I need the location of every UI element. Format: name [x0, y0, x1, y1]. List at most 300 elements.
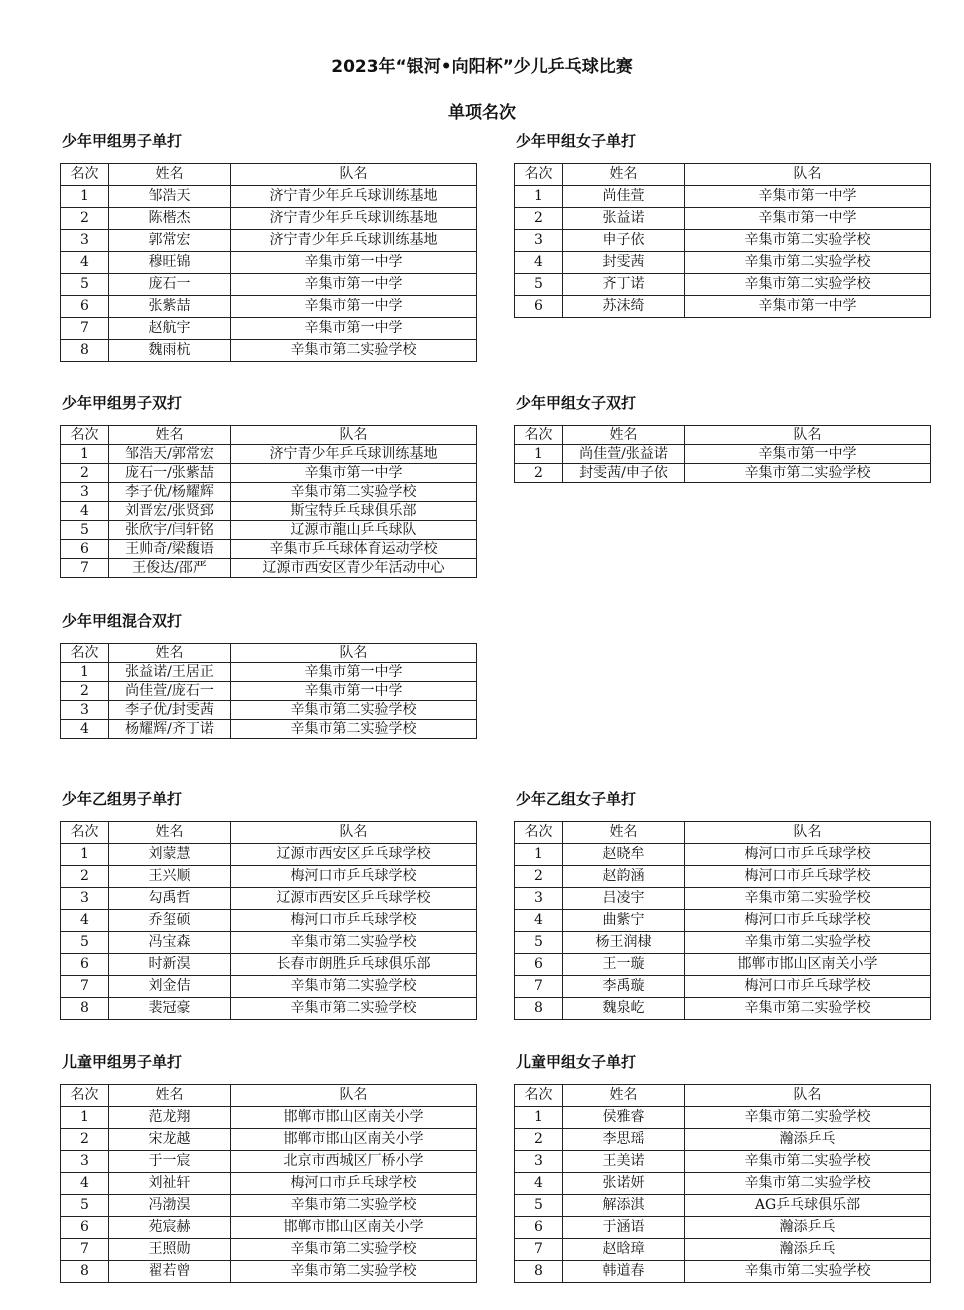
rank-cell: 6 — [61, 1217, 109, 1239]
name-cell: 刘金佶 — [109, 976, 231, 998]
team-cell: 辛集市第一中学 — [231, 252, 477, 274]
table-header-row — [61, 822, 477, 844]
table-row — [515, 208, 931, 230]
header-rank: 名次 — [61, 822, 109, 844]
header-team: 队名 — [231, 822, 477, 844]
team-cell: 辛集市第一中学 — [231, 464, 477, 483]
rank-cell: 2 — [515, 1129, 563, 1151]
results-table — [60, 163, 477, 362]
team-cell: 辛集市第二实验学校 — [685, 274, 931, 296]
team-cell: 辛集市第一中学 — [231, 296, 477, 318]
section-a-girls-doubles — [514, 393, 931, 483]
rank-cell: 5 — [61, 274, 109, 296]
name-cell: 邹浩天/郭常宏 — [109, 445, 231, 464]
team-cell: 辛集市第二实验学校 — [231, 932, 477, 954]
rank-cell: 1 — [61, 844, 109, 866]
table-header-row — [515, 164, 931, 186]
name-cell: 宋龙越 — [109, 1129, 231, 1151]
name-cell: 侯雅睿 — [563, 1107, 685, 1129]
table-row — [515, 1217, 931, 1239]
rank-cell: 4 — [61, 720, 109, 739]
header-name: 姓名 — [563, 164, 685, 186]
name-cell: 吕凌宇 — [563, 888, 685, 910]
table-row — [61, 1107, 477, 1129]
team-cell: 梅河口市乒乓球学校 — [685, 976, 931, 998]
table-row — [61, 445, 477, 464]
rank-cell: 2 — [515, 208, 563, 230]
table-row — [61, 1129, 477, 1151]
table-row — [515, 844, 931, 866]
rank-cell: 6 — [515, 954, 563, 976]
team-cell: 辛集市第二实验学校 — [685, 888, 931, 910]
rank-cell: 5 — [515, 274, 563, 296]
team-cell: 辽源市西安区青少年活动中心 — [231, 559, 477, 578]
team-cell: 辽源市西安区乒乓球学校 — [231, 888, 477, 910]
team-cell: 邯郸市邯山区南关小学 — [231, 1107, 477, 1129]
table-row — [61, 663, 477, 682]
header-rank: 名次 — [61, 426, 109, 445]
name-cell: 乔玺硕 — [109, 910, 231, 932]
table-row — [61, 559, 477, 578]
rank-cell: 6 — [515, 296, 563, 318]
team-cell: 辛集市第二实验学校 — [685, 1261, 931, 1283]
table-row — [61, 844, 477, 866]
table-row — [515, 932, 931, 954]
header-rank: 名次 — [61, 164, 109, 186]
team-cell: 辽源市龍山乒乓球队 — [231, 521, 477, 540]
name-cell: 勾禹哲 — [109, 888, 231, 910]
table-row — [61, 954, 477, 976]
table-row — [61, 1173, 477, 1195]
header-team: 队名 — [231, 644, 477, 663]
rank-cell: 2 — [61, 682, 109, 701]
name-cell: 杨王润棣 — [563, 932, 685, 954]
table-row — [61, 998, 477, 1020]
rank-cell: 1 — [515, 186, 563, 208]
name-cell: 赵晓牟 — [563, 844, 685, 866]
section-c-boys-singles — [60, 1052, 477, 1283]
table-row — [515, 230, 931, 252]
team-cell: 瀚添乒乓 — [685, 1217, 931, 1239]
name-cell: 魏泉屹 — [563, 998, 685, 1020]
name-cell: 魏雨杭 — [109, 340, 231, 362]
results-table — [514, 1084, 931, 1283]
name-cell: 张紫喆 — [109, 296, 231, 318]
name-cell: 尚佳萱/庞石一 — [109, 682, 231, 701]
name-cell: 王一璇 — [563, 954, 685, 976]
table-header-row — [515, 822, 931, 844]
team-cell: 辛集市第二实验学校 — [231, 998, 477, 1020]
name-cell: 郭常宏 — [109, 230, 231, 252]
name-cell: 王俊达/邵严 — [109, 559, 231, 578]
section-a-mixed-doubles — [60, 611, 477, 739]
header-team: 队名 — [231, 164, 477, 186]
team-cell: 辛集市第一中学 — [685, 186, 931, 208]
section-title: 少年甲组女子双打 — [516, 394, 637, 412]
rank-cell: 8 — [515, 1261, 563, 1283]
team-cell: 济宁青少年乒乓球训练基地 — [231, 445, 477, 464]
rank-cell: 2 — [515, 464, 563, 483]
team-cell: 梅河口市乒乓球学校 — [231, 866, 477, 888]
header-team: 队名 — [685, 426, 931, 445]
rank-cell: 4 — [61, 1173, 109, 1195]
section-title: 儿童甲组男子单打 — [62, 1053, 183, 1071]
name-cell: 于一宸 — [109, 1151, 231, 1173]
section-title: 少年乙组男子单打 — [62, 790, 183, 808]
results-table — [60, 425, 477, 578]
rank-cell: 7 — [61, 1239, 109, 1261]
table-row — [515, 252, 931, 274]
table-row — [61, 252, 477, 274]
team-cell: 济宁青少年乒乓球训练基地 — [231, 186, 477, 208]
header-name: 姓名 — [563, 426, 685, 445]
table-row — [61, 230, 477, 252]
table-row — [515, 1107, 931, 1129]
rank-cell: 3 — [61, 230, 109, 252]
table-row — [61, 1151, 477, 1173]
team-cell: 长春市朗胜乒乓球俱乐部 — [231, 954, 477, 976]
name-cell: 张诺妍 — [563, 1173, 685, 1195]
team-cell: 辛集市第二实验学校 — [685, 1173, 931, 1195]
rank-cell: 3 — [61, 888, 109, 910]
rank-cell: 6 — [515, 1217, 563, 1239]
section-title: 儿童甲组女子单打 — [516, 1053, 637, 1071]
rank-cell: 5 — [515, 1195, 563, 1217]
name-cell: 解添淇 — [563, 1195, 685, 1217]
section-a-boys-singles — [60, 131, 477, 362]
header-team: 队名 — [231, 1085, 477, 1107]
table-row — [515, 998, 931, 1020]
team-cell: 辛集市第二实验学校 — [685, 1107, 931, 1129]
section-b-boys-singles — [60, 789, 477, 1020]
rank-cell: 1 — [515, 844, 563, 866]
team-cell: 辛集市第二实验学校 — [231, 701, 477, 720]
rank-cell: 1 — [515, 445, 563, 464]
name-cell: 裴冠豪 — [109, 998, 231, 1020]
table-row — [515, 464, 931, 483]
section-title: 少年甲组混合双打 — [62, 612, 183, 630]
rank-cell: 2 — [61, 208, 109, 230]
section-title: 少年乙组女子单打 — [516, 790, 637, 808]
table-row — [61, 1239, 477, 1261]
results-table — [60, 643, 477, 739]
table-row — [61, 910, 477, 932]
section-title: 少年甲组男子单打 — [62, 132, 183, 150]
team-cell: 邯郸市邯山区南关小学 — [231, 1129, 477, 1151]
rank-cell: 5 — [515, 932, 563, 954]
rank-cell: 4 — [515, 1173, 563, 1195]
table-row — [515, 274, 931, 296]
table-row — [515, 186, 931, 208]
team-cell: 济宁青少年乒乓球训练基地 — [231, 208, 477, 230]
name-cell: 尚佳萱 — [563, 186, 685, 208]
name-cell: 冯渤淏 — [109, 1195, 231, 1217]
name-cell: 张欣宇/闫轩铭 — [109, 521, 231, 540]
team-cell: 辛集市第一中学 — [231, 682, 477, 701]
table-row — [61, 1217, 477, 1239]
rank-cell: 3 — [61, 483, 109, 502]
table-row — [61, 720, 477, 739]
results-table — [60, 821, 477, 1020]
name-cell: 尚佳萱/张益诺 — [563, 445, 685, 464]
table-header-row — [61, 426, 477, 445]
section-c-girls-singles — [514, 1052, 931, 1283]
table-row — [61, 340, 477, 362]
table-row — [515, 910, 931, 932]
rank-cell: 4 — [61, 502, 109, 521]
table-row — [61, 296, 477, 318]
team-cell: 梅河口市乒乓球学校 — [231, 910, 477, 932]
rank-cell: 7 — [61, 318, 109, 340]
table-row — [61, 521, 477, 540]
header-name: 姓名 — [563, 822, 685, 844]
name-cell: 杨耀辉/齐丁诺 — [109, 720, 231, 739]
rank-cell: 7 — [61, 559, 109, 578]
section-title: 少年甲组女子单打 — [516, 132, 637, 150]
team-cell: 邯郸市邯山区南关小学 — [231, 1217, 477, 1239]
table-row — [61, 186, 477, 208]
table-row — [61, 208, 477, 230]
table-row — [515, 445, 931, 464]
name-cell: 王美诺 — [563, 1151, 685, 1173]
rank-cell: 8 — [61, 340, 109, 362]
name-cell: 韩道春 — [563, 1261, 685, 1283]
name-cell: 申子依 — [563, 230, 685, 252]
rank-cell: 1 — [61, 445, 109, 464]
name-cell: 赵晗璋 — [563, 1239, 685, 1261]
rank-cell: 2 — [515, 866, 563, 888]
header-rank: 名次 — [515, 164, 563, 186]
table-row — [515, 976, 931, 998]
table-row — [61, 502, 477, 521]
team-cell: 辛集市第二实验学校 — [231, 720, 477, 739]
header-team: 队名 — [685, 1085, 931, 1107]
table-header-row — [61, 164, 477, 186]
name-cell: 王照勋 — [109, 1239, 231, 1261]
rank-cell: 3 — [515, 230, 563, 252]
header-name: 姓名 — [109, 822, 231, 844]
rank-cell: 2 — [61, 464, 109, 483]
table-row — [61, 464, 477, 483]
rank-cell: 4 — [61, 252, 109, 274]
rank-cell: 7 — [61, 976, 109, 998]
rank-cell: 3 — [61, 1151, 109, 1173]
table-row — [61, 540, 477, 559]
name-cell: 齐丁诺 — [563, 274, 685, 296]
name-cell: 李禹璇 — [563, 976, 685, 998]
team-cell: 辛集市第一中学 — [685, 296, 931, 318]
team-cell: 辛集市第一中学 — [231, 318, 477, 340]
table-row — [515, 1151, 931, 1173]
table-row — [61, 318, 477, 340]
header-rank: 名次 — [61, 644, 109, 663]
team-cell: 辛集市第二实验学校 — [231, 1261, 477, 1283]
results-table — [60, 1084, 477, 1283]
name-cell: 封雯茜 — [563, 252, 685, 274]
name-cell: 张益诺 — [563, 208, 685, 230]
header-name: 姓名 — [109, 426, 231, 445]
name-cell: 王帅奇/梁馥语 — [109, 540, 231, 559]
team-cell: 辛集市第二实验学校 — [231, 340, 477, 362]
rank-cell: 5 — [61, 521, 109, 540]
rank-cell: 1 — [61, 663, 109, 682]
section-a-boys-doubles — [60, 393, 477, 578]
table-row — [61, 888, 477, 910]
name-cell: 封雯茜/申子依 — [563, 464, 685, 483]
team-cell: 瀚添乒乓 — [685, 1239, 931, 1261]
document-title: 2023年“银河•向阳杯”少儿乒乓球比赛 — [331, 57, 633, 77]
team-cell: 瀚添乒乓 — [685, 1129, 931, 1151]
table-row — [61, 932, 477, 954]
results-table — [514, 425, 931, 483]
team-cell: AG乒乓球俱乐部 — [685, 1195, 931, 1217]
section-title: 少年甲组男子双打 — [62, 394, 183, 412]
name-cell: 于涵语 — [563, 1217, 685, 1239]
name-cell: 苏沫绮 — [563, 296, 685, 318]
name-cell: 邹浩天 — [109, 186, 231, 208]
name-cell: 张益诺/王居正 — [109, 663, 231, 682]
team-cell: 辛集市第二实验学校 — [685, 932, 931, 954]
rank-cell: 2 — [61, 866, 109, 888]
name-cell: 刘蒙慧 — [109, 844, 231, 866]
rank-cell: 6 — [61, 296, 109, 318]
header-team: 队名 — [685, 822, 931, 844]
team-cell: 梅河口市乒乓球学校 — [231, 1173, 477, 1195]
table-row — [515, 1261, 931, 1283]
rank-cell: 3 — [515, 1151, 563, 1173]
team-cell: 辛集市第二实验学校 — [685, 998, 931, 1020]
rank-cell: 1 — [515, 1107, 563, 1129]
rank-cell: 8 — [515, 998, 563, 1020]
table-row — [515, 1129, 931, 1151]
rank-cell: 5 — [61, 1195, 109, 1217]
rank-cell: 1 — [61, 1107, 109, 1129]
team-cell: 斯宝特乒乓球俱乐部 — [231, 502, 477, 521]
name-cell: 赵航宇 — [109, 318, 231, 340]
team-cell: 邯郸市邯山区南关小学 — [685, 954, 931, 976]
rank-cell: 6 — [61, 954, 109, 976]
table-row — [61, 976, 477, 998]
table-row — [61, 701, 477, 720]
table-row — [515, 296, 931, 318]
rank-cell: 7 — [515, 976, 563, 998]
team-cell: 梅河口市乒乓球学校 — [685, 844, 931, 866]
header-rank: 名次 — [61, 1085, 109, 1107]
rank-cell: 2 — [61, 1129, 109, 1151]
name-cell: 苑宸赫 — [109, 1217, 231, 1239]
table-row — [61, 274, 477, 296]
rank-cell: 6 — [61, 540, 109, 559]
table-row — [515, 1239, 931, 1261]
team-cell: 辛集市第二实验学校 — [231, 483, 477, 502]
team-cell: 辛集市第二实验学校 — [685, 252, 931, 274]
rank-cell: 1 — [61, 186, 109, 208]
name-cell: 范龙翔 — [109, 1107, 231, 1129]
table-row — [515, 1195, 931, 1217]
name-cell: 陈楷杰 — [109, 208, 231, 230]
table-header-row — [61, 1085, 477, 1107]
rank-cell: 5 — [61, 932, 109, 954]
name-cell: 翟若曾 — [109, 1261, 231, 1283]
team-cell: 梅河口市乒乓球学校 — [685, 866, 931, 888]
table-header-row — [515, 1085, 931, 1107]
table-row — [515, 866, 931, 888]
name-cell: 刘祉轩 — [109, 1173, 231, 1195]
header-name: 姓名 — [109, 644, 231, 663]
team-cell: 辛集市第二实验学校 — [231, 1239, 477, 1261]
rank-cell: 4 — [515, 910, 563, 932]
header-rank: 名次 — [515, 822, 563, 844]
team-cell: 辛集市第二实验学校 — [685, 464, 931, 483]
team-cell: 辛集市第二实验学校 — [685, 230, 931, 252]
results-table — [514, 163, 931, 318]
team-cell: 辛集市第二实验学校 — [231, 976, 477, 998]
header-name: 姓名 — [109, 164, 231, 186]
team-cell: 辛集市乒乓球体育运动学校 — [231, 540, 477, 559]
table-row — [61, 483, 477, 502]
team-cell: 辛集市第一中学 — [231, 274, 477, 296]
header-name: 姓名 — [563, 1085, 685, 1107]
table-row — [515, 1173, 931, 1195]
header-rank: 名次 — [515, 426, 563, 445]
rank-cell: 4 — [515, 252, 563, 274]
team-cell: 辛集市第一中学 — [231, 663, 477, 682]
rank-cell: 3 — [61, 701, 109, 720]
table-row — [61, 682, 477, 701]
results-table — [514, 821, 931, 1020]
team-cell: 辛集市第一中学 — [685, 208, 931, 230]
team-cell: 辛集市第二实验学校 — [231, 1195, 477, 1217]
table-row — [515, 954, 931, 976]
table-header-row — [515, 426, 931, 445]
rank-cell: 4 — [61, 910, 109, 932]
section-a-girls-singles — [514, 131, 931, 318]
table-header-row — [61, 644, 477, 663]
table-row — [61, 1195, 477, 1217]
name-cell: 庞石一/张紫喆 — [109, 464, 231, 483]
header-name: 姓名 — [109, 1085, 231, 1107]
team-cell: 梅河口市乒乓球学校 — [685, 910, 931, 932]
rank-cell: 7 — [515, 1239, 563, 1261]
name-cell: 刘晋宏/张贤郅 — [109, 502, 231, 521]
rank-cell: 3 — [515, 888, 563, 910]
name-cell: 李子优/杨耀辉 — [109, 483, 231, 502]
name-cell: 李子优/封雯茜 — [109, 701, 231, 720]
name-cell: 冯宝森 — [109, 932, 231, 954]
team-cell: 济宁青少年乒乓球训练基地 — [231, 230, 477, 252]
name-cell: 庞石一 — [109, 274, 231, 296]
name-cell: 王兴顺 — [109, 866, 231, 888]
table-row — [61, 1261, 477, 1283]
section-b-girls-singles — [514, 789, 931, 1020]
name-cell: 赵韵涵 — [563, 866, 685, 888]
team-cell: 北京市西城区厂桥小学 — [231, 1151, 477, 1173]
name-cell: 时新淏 — [109, 954, 231, 976]
header-team: 队名 — [685, 164, 931, 186]
document-subtitle: 单项名次 — [448, 103, 516, 123]
header-rank: 名次 — [515, 1085, 563, 1107]
header-team: 队名 — [231, 426, 477, 445]
team-cell: 辛集市第一中学 — [685, 445, 931, 464]
name-cell: 曲紫宁 — [563, 910, 685, 932]
table-row — [61, 866, 477, 888]
rank-cell: 8 — [61, 998, 109, 1020]
rank-cell: 8 — [61, 1261, 109, 1283]
name-cell: 李思瑶 — [563, 1129, 685, 1151]
table-row — [515, 888, 931, 910]
team-cell: 辽源市西安区乒乓球学校 — [231, 844, 477, 866]
team-cell: 辛集市第二实验学校 — [685, 1151, 931, 1173]
